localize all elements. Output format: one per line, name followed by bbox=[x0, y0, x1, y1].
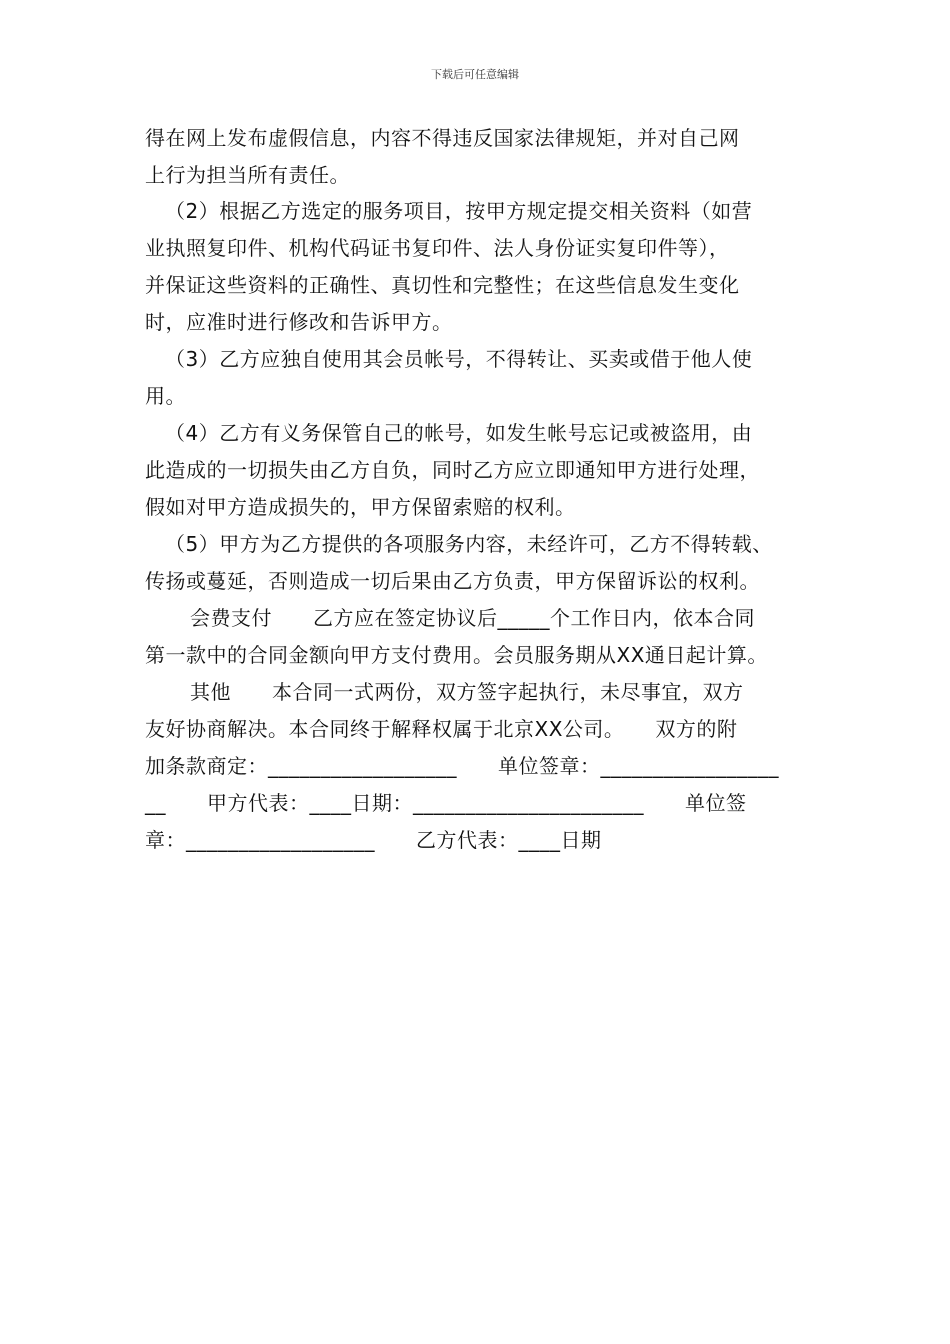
body-line: 时，应准时进行修改和告诉甲方。 bbox=[145, 310, 453, 334]
body-line: 其他 本合同一式两份，双方签字起执行，未尽事宜，双方 bbox=[190, 680, 744, 704]
body-line: （3）乙方应独自使用其会员帐号，不得转让、买卖或借于他人使 bbox=[165, 347, 753, 371]
body-line: 用。 bbox=[145, 384, 186, 408]
body-line: 传扬或蔓延，否则造成一切后果由乙方负责，甲方保留诉讼的权利。 bbox=[145, 569, 760, 593]
page-header: 下载后可任意编辑 bbox=[431, 68, 519, 81]
body-line: 此造成的一切损失由乙方自负，同时乙方应立即通知甲方进行处理， bbox=[145, 458, 760, 482]
body-line: 友好协商解决。本合同终于解释权属于北京XX公司。 双方的附 bbox=[145, 717, 738, 741]
body-line: 会费支付 乙方应在签定协议后_____个工作日内，依本合同 bbox=[190, 606, 755, 630]
body-line: （2）根据乙方选定的服务项目，按甲方规定提交相关资料（如营 bbox=[165, 199, 753, 223]
signature-line: __ 甲方代表：____日期：______________________ 单位签 bbox=[145, 791, 747, 815]
body-line: 第一款中的合同金额向甲方支付费用。会员服务期从XX通日起计算。 bbox=[145, 643, 768, 667]
body-line: 并保证这些资料的正确性、真切性和完整性；在这些信息发生变化 bbox=[145, 273, 740, 297]
body-line: 假如对甲方造成损失的，甲方保留索赔的权利。 bbox=[145, 495, 576, 519]
signature-line: 加条款商定：__________________ 单位签章：_________________ bbox=[145, 754, 779, 778]
signature-line: 章：__________________ 乙方代表：____日期 bbox=[145, 828, 602, 852]
body-line: （4）乙方有义务保管自己的帐号，如发生帐号忘记或被盗用，由 bbox=[165, 421, 753, 445]
body-line: 业执照复印件、机构代码证书复印件、法人身份证实复印件等）， bbox=[145, 236, 730, 260]
body-line: 上行为担当所有责任。 bbox=[145, 163, 350, 187]
body-line: （5）甲方为乙方提供的各项服务内容，未经许可，乙方不得转载、 bbox=[165, 532, 773, 556]
body-line: 得在网上发布虚假信息，内容不得违反国家法律规矩，并对自己网 bbox=[145, 126, 740, 150]
